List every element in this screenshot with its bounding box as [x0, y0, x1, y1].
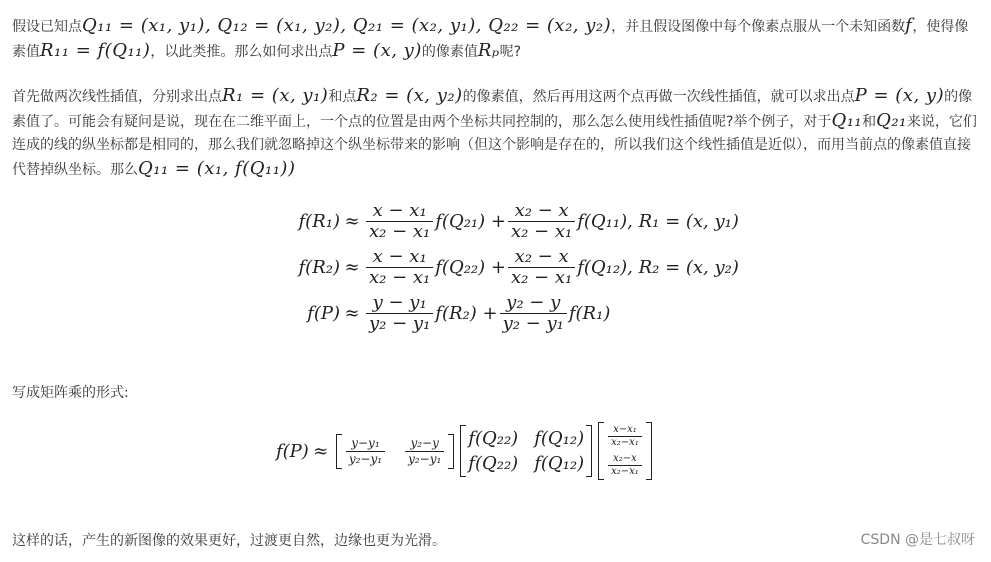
numerator: x−x₁ [613, 424, 637, 435]
fraction [508, 201, 575, 242]
approx-symbol: ≈ [313, 440, 329, 462]
denominator: x₂ − x₁ [366, 267, 433, 288]
text: 首先做两次线性插值，分别求出点 [12, 89, 222, 105]
denominator: y₂ − y₁ [500, 313, 567, 334]
intro-paragraph [12, 14, 979, 64]
fraction [608, 424, 642, 449]
conclusion-paragraph [12, 530, 979, 553]
numerator: y₂ − y [506, 291, 561, 313]
fraction [405, 436, 444, 467]
eq-term: f(Q₂₁) + [435, 210, 506, 232]
equation-r2 [262, 244, 739, 290]
text: 的像素值了。可能会有疑问是说，现在在二维平面上，一个点的位置是由两个坐标共同控制的，那么怎么使用线性插值呢?举个例子，对于 [12, 89, 973, 130]
eq-lhs: f(P) [307, 302, 340, 324]
numerator: y−y₁ [351, 435, 380, 450]
equation-r1 [262, 198, 739, 244]
equation-p [262, 290, 739, 336]
eq-term: f(Q₁₂), R₂ = (x, y₂) [577, 256, 739, 278]
numerator: x₂−x [613, 453, 637, 464]
matrix-cell: f(Q₁₂) [534, 453, 585, 474]
row-vector-grid [344, 436, 446, 467]
eq-term: f(R₁) [568, 302, 611, 324]
text: 的像素值 [421, 44, 478, 60]
value-matrix-grid [468, 427, 584, 475]
math-q11-pair: Q₁₁ = (x₁, f(Q₁₁)) [138, 158, 296, 179]
matrix-intro [12, 382, 979, 405]
denominator: x₂ − x₁ [366, 221, 433, 242]
text: 来说，它们连成的线的纵坐标都是相同的，那么我们就忽略掉这个纵坐标带来的影响（但这个影响是存在的，所以我们这个线性插值是近似），而用当前点的像素值直接代替掉纵坐标。那么 [12, 114, 977, 178]
math-q21: Q₂₁ [876, 110, 907, 131]
denominator: y₂−y₁ [405, 451, 444, 467]
text: 假设已知点 [12, 19, 82, 35]
interpolation-equations [262, 198, 739, 336]
eq-term: f(Q₂₂) + [435, 256, 506, 278]
text: ，并且假设图像中每个像素点服从一个未知函数 [611, 19, 906, 35]
eq-term: f(Q₁₁), R₁ = (x, y₁) [577, 210, 739, 232]
fraction [366, 201, 433, 242]
fraction [500, 293, 567, 334]
math-rp: Rₚ [477, 40, 500, 61]
fraction [346, 436, 385, 467]
numerator: x − x₁ [372, 199, 427, 221]
fraction [366, 293, 433, 334]
math-p: P = (x, y) [854, 85, 945, 106]
csdn-watermark: CSDN @是七叔呀 [860, 532, 975, 548]
denominator: x₂−x₁ [608, 436, 642, 449]
math-points: Q₁₁ = (x₁, y₁), Q₁₂ = (x₁, y₂), Q₂₁ = (x₂, y₁), Q₂₂ = (x₂, y₂) [82, 15, 612, 36]
explanation-paragraph [12, 84, 979, 182]
math-p: P = (x, y) [332, 40, 422, 61]
numerator: y₂−y [410, 435, 439, 450]
row-vector [336, 434, 454, 469]
column-vector-grid [606, 424, 644, 478]
matrix-cell: f(Q₁₂) [534, 428, 585, 449]
math-r11: R₁₁ = f(Q₁₁) [40, 40, 151, 61]
text: 和 [862, 114, 877, 130]
matrix-cell: f(Q₂₂) [468, 453, 519, 474]
math-f: f [905, 15, 913, 36]
eq-lhs: f(R₁) [298, 210, 340, 232]
text: 写成矩阵乘的形式: [12, 385, 129, 401]
matrix-cell: f(Q₂₂) [468, 428, 519, 449]
denominator: x₂−x₁ [608, 465, 642, 478]
numerator: x₂ − x [514, 245, 569, 267]
fraction [608, 453, 642, 478]
text: 和点 [328, 89, 357, 105]
eq-lhs: f(R₂) [298, 256, 340, 278]
numerator: x − x₁ [372, 245, 427, 267]
matrix-equation [276, 422, 655, 480]
denominator: x₂ − x₁ [508, 221, 575, 242]
column-vector [598, 422, 652, 480]
fraction [508, 247, 575, 288]
fraction [366, 247, 433, 288]
text: 这样的话，产生的新图像的效果更好，过渡更自然，边缘也更为光滑。 [12, 533, 446, 549]
text: 呢? [499, 44, 522, 60]
text: ，使得像素值 [12, 19, 969, 60]
value-matrix [460, 425, 592, 477]
math-q11: Q₁₁ [831, 110, 863, 131]
math-r2: R₂ = (x, y₂) [356, 85, 463, 106]
denominator: y₂−y₁ [346, 451, 385, 467]
eq-term: f(R₂) + [435, 302, 498, 324]
numerator: x₂ − x [514, 199, 569, 221]
text: ，以此类推。那么如何求出点 [150, 44, 333, 60]
denominator: x₂ − x₁ [508, 267, 575, 288]
approx-symbol: ≈ [344, 210, 360, 232]
approx-symbol: ≈ [344, 256, 360, 278]
denominator: y₂ − y₁ [366, 313, 433, 334]
eq-lhs: f(P) [276, 440, 309, 462]
text: 的像素值，然后再用这两个点再做一次线性插值，就可以求出点 [462, 89, 855, 105]
math-r1: R₁ = (x, y₁) [222, 85, 329, 106]
numerator: y − y₁ [372, 291, 427, 313]
approx-symbol: ≈ [344, 302, 360, 324]
